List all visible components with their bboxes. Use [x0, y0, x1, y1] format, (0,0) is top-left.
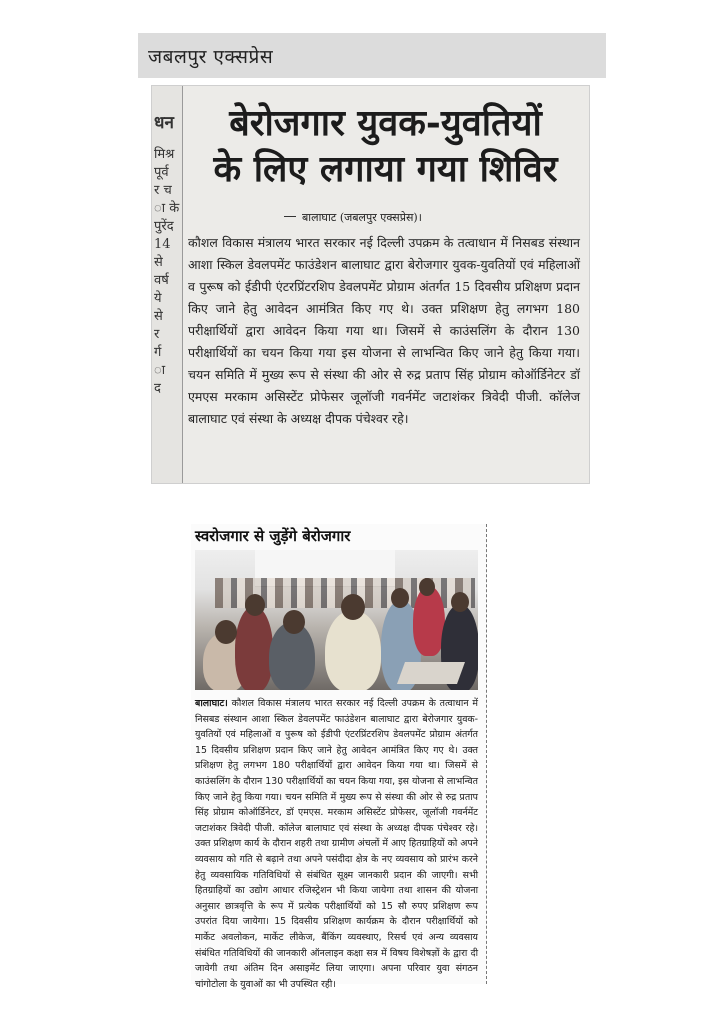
fragment-text: से — [154, 255, 163, 270]
adjacent-column-fragment — [152, 86, 183, 483]
fragment-text: वर्ष — [154, 273, 169, 288]
newspaper-name-bar — [138, 33, 606, 78]
photo-head — [391, 588, 409, 608]
cut-edge — [486, 524, 487, 984]
photo-person — [325, 610, 381, 690]
fragment-text: र च — [154, 183, 172, 198]
photo-head — [419, 578, 435, 596]
fragment-text: ये — [154, 291, 162, 306]
fragment-text: मिश्र — [154, 147, 175, 162]
photo-desk — [397, 662, 465, 684]
fragment-text: पुरेंद — [154, 219, 174, 234]
top-headline — [188, 100, 583, 192]
fragment-text: ा — [154, 363, 166, 378]
dateline: बालाघाट (जबलपुर एक्सप्रेस)। — [302, 211, 422, 224]
fragment-text: 14 — [154, 237, 171, 252]
headline-line-2: के लिए लगाया गया शिविर — [213, 148, 558, 190]
news-photo-students — [195, 550, 478, 690]
top-article-body: कौशल विकास मंत्रालय भारत सरकार नई दिल्ली उपक्रम के तत्वाधान में निसबड संस्थान आशा स्किल डेवलपमेंट फाउंडेशन बालाघाट द्वारा बेरोजगार युवक-युवतियों एवं महिलाओं व पुरूष को ईडीपी एंटरप्रिंटरशिप डेवलपमेंट प्रोग्राम अंतर्गत 15 दिवसीय प्रशिक्षण प्रदान किए जाने हेतु आवेदन आमंत्रित किए गए थे। उक्त प्रशिक्षण हेतु लगभग 180 परीक्षार्थियों द्वारा आवेदन किया गया था। जिसमें से काउंसलिंग के दौरान 130 परीक्षार्थियों का चयन किया गया इस योजना से लाभन्वित किए जाने हेतु किया गया। चयन समिति में मुख्य रूप से संस्था की ओर से रुद्र प्रताप सिंह प्रोग्राम कोऑर्डिनेटर डॉ एमएस मरकाम असिस्टेंट प्रोफेसर जूलॉजी गवर्नमेंट जटाशंकर त्रिवेदी पीजी. कॉलेज बालाघाट एवं संस्था के अध्यक्ष दीपक पंचेश्वर रहे। — [188, 235, 580, 426]
fragment-text: र्ग — [154, 345, 162, 360]
fragment-text: से — [154, 309, 163, 324]
photo-person — [235, 606, 273, 690]
article-text: कौशल विकास मंत्रालय भारत सरकार नई दिल्ली उपक्रम के तत्वाधान में निसबड संस्थान आशा स्किल डेवलपमेंट फाउंडेशन बालाघाट द्वारा बेरोजगार युवक-युवतियों एवं महिलाओं व पुरूष को ईडीपी एंटरप्रिंटरशिप डेवलपमेंट प्रोग्राम अंतर्गत 15 दिवसीय प्रशिक्षण प्रदान किए जाने हेतु आवेदन आमंत्रित किए गए थे। उक्त प्रशिक्षण हेतु लगभग 180 परीक्षार्थियों द्वारा आवेदन किया गया था। जिसमें से काउंसलिंग के दौरान 130 परीक्षार्थियों का चयन किया गया, इस योजना से लाभन्वित किए जाने हेतु किया गया। चयन समिति में मुख्य रूप से संस्था की ओर से रुद्र प्रताप सिंह प्रोग्राम कोऑर्डिनेटर, डॉ एमएस. मरकाम असिस्टेंट प्रोफेसर, जूलॉजी गवर्नमेंट जटाशंकर त्रिवेदी पीजी. कॉलेज बालाघाट एवं संस्था के अध्यक्ष दीपक पंचेश्वर रहे। उक्त प्रशिक्षण कार्य के दौरान शहरी तथा ग्रामीण अंचलों में आए हितग्राहियों को अपने व्यवसाय को गति से बढ़ाने तथा अपने पसंदीदा क्षेत्र के नए व्यवसाय को प्रारंभ करने हेतु व्यवसायिक गतिविधियों से संबंधित सूक्ष्म जानकारी प्रदान की जाएगी। सभी हितग्राहियों का उद्योग आधार रजिस्ट्रेशन भी किया जायेगा तथा शासन की योजना अनुसार छात्रवृत्ति के रूप में प्रत्येक परीक्षार्थियों को 15 सौ रुपए प्रशिक्षण रूप उपरांत दिया जायेगा। 15 दिवसीय प्रशिक्षण कार्यक्रम के दौरान परीक्षार्थियों को मार्केट अवलोकन, मार्केट लीकेज, बैंकिंग व्यवस्थाए, रिसर्च एवं अन्य व्यवसाय संबंधित गतिविधियों की जानकारी ऑनलाइन कक्षा सत्र में विषय विशेषज्ञों के द्वारा दी जावेगी तथा अंतिम दिन असाइमेंट लिया जाएगा। अपना परिवार युवा संगठन चांगोटोला के युवाओं का भी उपस्थित रही। — [195, 698, 478, 990]
headline-line-1: बेरोजगार युवक-युवतियों — [229, 102, 542, 144]
fragment-text: र — [154, 327, 160, 342]
article-lead: बालाघाट। — [195, 698, 228, 709]
photo-head — [283, 610, 305, 634]
fragment-text: धन — [154, 113, 174, 133]
fragment-text: ा के — [154, 201, 180, 216]
photo-head — [341, 594, 365, 620]
top-news-clipping — [151, 85, 590, 484]
fragment-text: द — [154, 381, 161, 396]
photo-head — [451, 592, 469, 612]
newspaper-name: जबलपुर एक्सप्रेस — [148, 46, 274, 68]
bottom-news-clipping — [191, 524, 487, 990]
photo-head — [245, 594, 265, 616]
fragment-text: पूर्व — [154, 165, 169, 180]
bottom-article-body — [195, 696, 478, 992]
photo-head — [215, 620, 237, 644]
bottom-headline: स्वरोजगार से जुड़ेंगे बेरोजगार — [195, 527, 351, 545]
